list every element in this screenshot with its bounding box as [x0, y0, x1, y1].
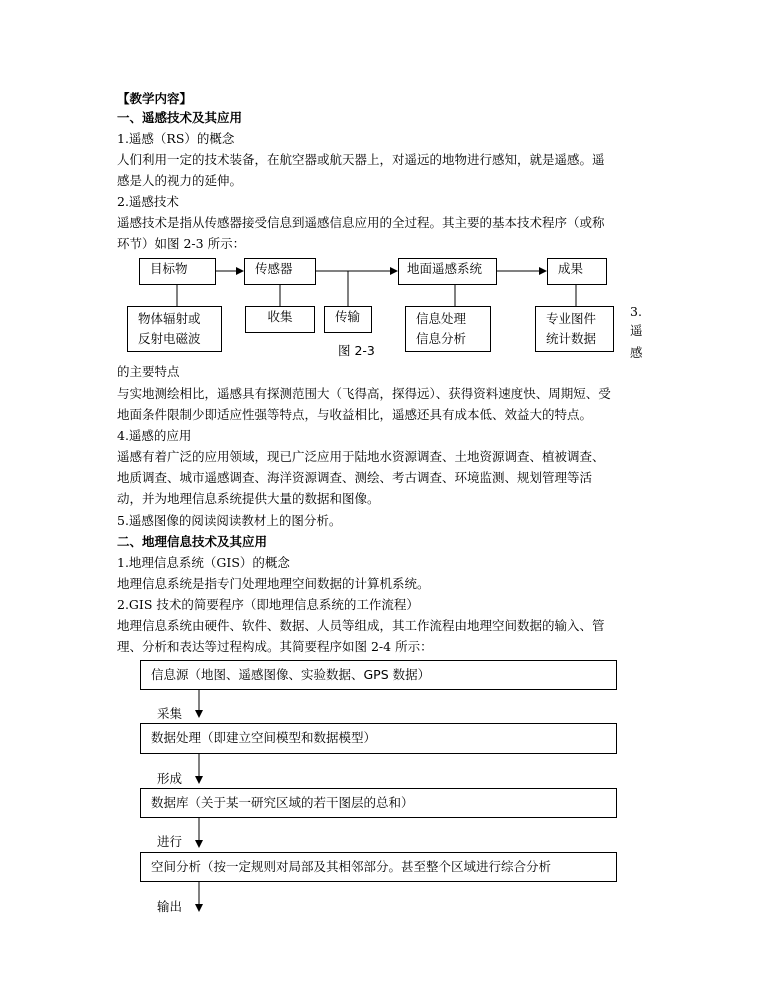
- s1-p4-line2: 地质调查、城市遥感调查、海洋资源调查、测绘、考古调查、环境监测、规划管理等活: [117, 470, 593, 485]
- fig23-box-output: [535, 306, 614, 352]
- s1-p5: 5.遥感图像的阅读阅读教材上的图分析。: [117, 513, 342, 528]
- fig24-box-processing: 数据处理（即建立空间模型和数据模型）: [140, 723, 617, 754]
- s1-p1-title: 1.遥感（RS）的概念: [117, 131, 235, 146]
- fig24-arrow-label-proceed: 进行: [157, 834, 183, 849]
- fig23-box-transmit: 传输: [324, 306, 372, 333]
- s1-p3-side-char2: 感: [630, 345, 643, 360]
- s1-p2-line2: 环节）如图 2-3 所示：: [117, 236, 246, 251]
- fig23-radiation-line1: 物体辐射或: [138, 311, 201, 326]
- s1-p3-line2: 地面条件限制少即适应性强等特点，与收益相比，遥感还具有成本低、效益大的特点。: [117, 407, 593, 422]
- section-2-title: 二、地理信息技术及其应用: [117, 534, 268, 549]
- s1-p3-side-number: 3.: [630, 304, 642, 319]
- fig23-box-target: 目标物: [139, 258, 216, 285]
- fig23-output-line1: 专业图件: [546, 311, 597, 326]
- section-1-title: 一、遥感技术及其应用: [117, 110, 243, 125]
- fig23-box-result: 成果: [547, 258, 607, 285]
- s1-p4-line3: 动，并为地理信息系统提供大量的数据和图像。: [117, 491, 380, 506]
- fig23-info-line1: 信息处理: [416, 311, 467, 326]
- s2-p1-title: 1.地理信息系统（GIS）的概念: [117, 555, 290, 570]
- fig24-box-database: 数据库（关于某一研究区域的若干图层的总和）: [140, 788, 617, 818]
- section-heading: 【教学内容】: [117, 91, 193, 106]
- s2-p2-title: 2.GIS 技术的简要程序（即地理信息系统的工作流程）: [117, 597, 419, 612]
- s1-p4-line1: 遥感有着广泛的应用领域，现已广泛应用于陆地水资源调查、土地资源调查、植被调查、: [117, 449, 605, 464]
- fig23-box-info-process: [405, 306, 491, 352]
- fig23-box-radiation: [127, 306, 222, 352]
- fig24-arrow-label-collect: 采集: [157, 706, 183, 721]
- s1-p2-line1: 遥感技术是指从传感器接受信息到遥感信息应用的全过程。其主要的基本技术程序（或称: [117, 215, 605, 230]
- s1-p3-title: 的主要特点: [117, 364, 180, 379]
- s1-p1-line1: 人们利用一定的技术装备，在航空器或航天器上，对遥远的地物进行感知，就是遥感。遥: [117, 152, 605, 167]
- s1-p2-title: 2.遥感技术: [117, 194, 179, 209]
- fig23-output-line2: 统计数据: [546, 331, 597, 346]
- s2-p1-line1: 地理信息系统是指专门处理地理空间数据的计算机系统。: [117, 576, 430, 591]
- fig24-arrow-label-form: 形成: [157, 771, 183, 786]
- s2-p2-line2: 理、分析和表达等过程构成。其简要程序如图 2-4 所示：: [117, 639, 433, 654]
- fig24-box-analysis: 空间分析（按一定规则对局部及其相邻部分。甚至整个区域进行综合分析: [140, 852, 617, 882]
- fig23-box-sensor: 传感器: [244, 258, 316, 285]
- fig23-box-collect: 收集: [245, 306, 315, 333]
- fig23-radiation-line2: 反射电磁波: [138, 331, 201, 346]
- fig23-info-line2: 信息分析: [416, 331, 467, 346]
- s1-p4-title: 4.遥感的应用: [117, 428, 192, 443]
- s1-p3-side-char1: 遥: [630, 323, 643, 338]
- fig24-arrow-label-output: 输出: [157, 899, 183, 914]
- fig24-box-source: 信息源（地图、遥感图像、实验数据、GPS 数据）: [140, 660, 617, 690]
- fig23-box-ground-system: 地面遥感系统: [398, 258, 497, 285]
- s1-p1-line2: 感是人的视力的延伸。: [117, 173, 243, 188]
- s1-p3-line1: 与实地测绘相比，遥感具有探测范围大（飞得高，探得远）、获得资料速度快、周期短、受: [117, 386, 611, 401]
- s2-p2-line1: 地理信息系统由硬件、软件、数据、人员等组成，其工作流程由地理空间数据的输入、管: [117, 618, 605, 633]
- fig23-caption: 图 2-3: [338, 343, 375, 358]
